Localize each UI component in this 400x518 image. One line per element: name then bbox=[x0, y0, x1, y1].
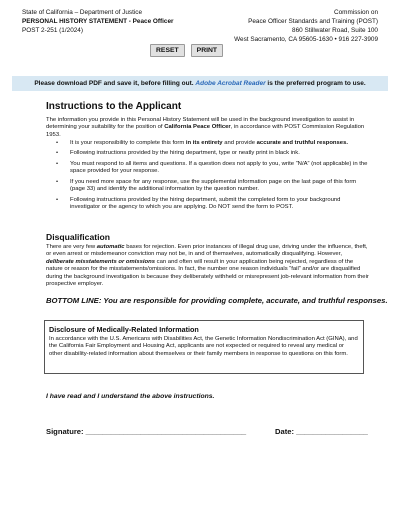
print-button[interactable]: PRINT bbox=[191, 44, 223, 57]
list-item: • It is your responsibility to complete this form in its entirety and provide accurate and truthful responses. bbox=[56, 140, 348, 146]
bullet-bold: accurate and truthful responses. bbox=[256, 140, 348, 146]
reset-button[interactable]: RESET bbox=[150, 44, 185, 57]
download-banner bbox=[12, 76, 388, 91]
header-left bbox=[22, 8, 174, 35]
banner-text-end: is the preferred program to use. bbox=[267, 80, 366, 87]
header-right bbox=[234, 8, 378, 44]
form-title: PERSONAL HISTORY STATEMENT - Peace Officer bbox=[22, 18, 174, 25]
commission-line2: Peace Officer Standards and Training (POST) bbox=[248, 18, 378, 25]
disq-automatic: automatic bbox=[96, 244, 125, 250]
instructions-heading: Instructions to the Applicant bbox=[46, 101, 182, 112]
address-line2: West Sacramento, CA 95605-1630 • 916 227-3909 bbox=[234, 36, 378, 43]
disq-text: can and often will result in your application being rejected, regardless of the nature or reason for the misstatements/omissions. In fact, the number one reason individuals “fail” and/or are disqualified during the background investigation is because they deliberately withheld or misrepresent job-relevant information from their prospective employer. bbox=[46, 258, 369, 288]
bullet-bold: in its entirety bbox=[185, 140, 223, 146]
list-item: • If you need more space for any response, use the supplemental information page on the last page of this form (page 33) and identify the additional information by the question number. bbox=[56, 178, 357, 193]
intro-text: The information you provide in this Personal History Statement will be used in the background investigation to assist in determining your suitability for the position of bbox=[46, 117, 355, 131]
list-item: • Following instructions provided by the hiring department, submit the completed form to your background investigator or the agency to which you are applying. Do NOT send the form to POST. bbox=[56, 196, 341, 210]
list-item: • You must respond to all items and questions. If a question does not apply to you, write “N/A” (not applicable) in the space provided for your response. bbox=[56, 160, 368, 175]
form-number: POST 2-251 (1/2024) bbox=[22, 27, 83, 34]
disq-text: bases for rejection. Even prior instances of illegal drug use, driving under the influence, theft, or even arrest or misdemeanor conviction may not be, in and of themselves, automatically disqualifying. However, bbox=[46, 244, 368, 258]
disqualification-heading: Disqualification bbox=[46, 232, 110, 242]
bullet-text: You must respond to all items and questions. If a question does not apply to you, write “N/A” (not applicable) in the space provided for your response. bbox=[70, 160, 368, 175]
intro-bold: California Peace Officer bbox=[164, 124, 231, 131]
disclosure-box bbox=[44, 320, 364, 374]
agency-name: State of California – Department of Justice bbox=[22, 9, 143, 16]
signature-field[interactable]: Signature: ______________________________________ bbox=[46, 427, 247, 436]
acknowledgement: I have read and I understand the above instructions. bbox=[46, 393, 215, 400]
bullet-text: It is your responsibility to complete this form bbox=[70, 140, 185, 146]
disq-text: There are very few bbox=[46, 244, 96, 250]
address-line1: 860 Stillwater Road, Suite 100 bbox=[292, 27, 378, 34]
form-buttons bbox=[150, 44, 223, 57]
instructions-intro bbox=[46, 117, 370, 139]
disqualification-text bbox=[46, 244, 370, 288]
disclosure-title: Disclosure of Medically-Related Information bbox=[49, 325, 199, 334]
banner-text: Please download PDF and save it, before filling out. bbox=[34, 80, 194, 87]
bullet-text: Following instructions provided by the hiring department, type or neatly print in black ink. bbox=[70, 150, 300, 157]
disq-deliberate: deliberate misstatements or omissions bbox=[46, 258, 156, 265]
bullet-text: If you need more space for any response, use the supplemental information page on the last page of this form (page 33) and identify the additional information by the question number. bbox=[70, 178, 357, 193]
intro-text-end: , in accordance with POST Commission Regulation 1953. bbox=[46, 124, 365, 138]
bullet-text: Following instructions provided by the hiring department, submit the completed form to your background investigator or the agency to which you are applying. Do NOT send the form to POST. bbox=[70, 196, 341, 210]
instruction-list bbox=[46, 140, 372, 214]
bottom-line: BOTTOM LINE: You are responsible for providing complete, accurate, and truthful responses. bbox=[46, 296, 388, 305]
disclosure-text: In accordance with the U.S. Americans with Disabilities Act, the Genetic Information Nondiscrimination Act (GINA), and the California Fair Employment and Housing Act, applicants are not expected or required to reveal any medical or other disability-related information about themselves or their family members in response to questions on this form. bbox=[49, 336, 358, 357]
date-field[interactable]: Date: _________________ bbox=[275, 427, 368, 436]
bullet-text: and provide bbox=[224, 140, 256, 146]
list-item: • Following instructions provided by the hiring department, type or neatly print in black ink. bbox=[56, 150, 300, 157]
commission-line1: Commission on bbox=[333, 9, 378, 16]
acrobat-link[interactable]: Adobe Acrobat Reader bbox=[195, 80, 266, 87]
